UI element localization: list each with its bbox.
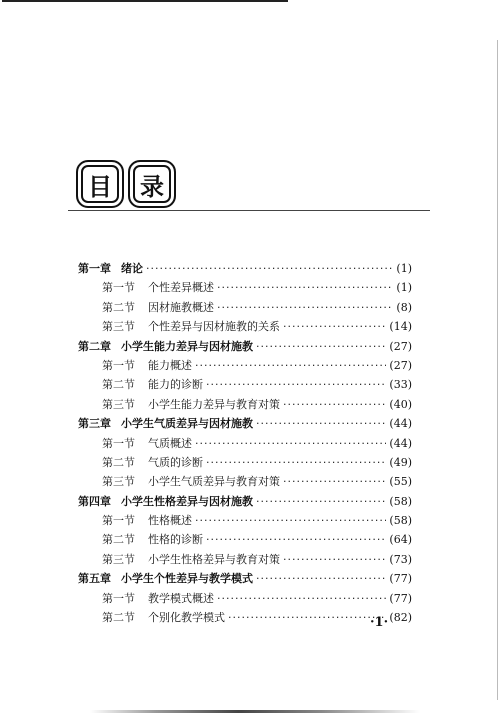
toc-section-row <box>78 454 412 473</box>
chapter-title: 小学生个性差异与教学模式 <box>121 572 253 586</box>
section-title: 能力概述 <box>148 358 192 372</box>
leader-dots <box>195 359 386 372</box>
toc-page-number: (73) <box>389 552 412 566</box>
leader-dots <box>256 340 386 353</box>
toc-page-number: (8) <box>396 300 412 314</box>
toc-section-row <box>78 590 412 609</box>
section-title: 气质的诊断 <box>148 455 203 469</box>
leader-dots <box>146 262 393 275</box>
toc-section-row <box>78 551 412 570</box>
toc-section-row <box>78 299 412 318</box>
page-edge <box>497 40 498 700</box>
toc-page-number: (14) <box>389 320 412 334</box>
section-number: 第二节 <box>102 611 135 625</box>
table-of-contents <box>78 260 412 628</box>
toc-page-number: (58) <box>389 514 412 528</box>
chapter-title: 绪论 <box>121 262 143 275</box>
leader-dots <box>283 320 386 333</box>
toc-page-number: (77) <box>389 572 412 586</box>
section-number: 第三节 <box>102 320 135 334</box>
title-divider <box>68 210 430 211</box>
leader-dots <box>206 378 386 391</box>
chapter-number: 第一章 <box>78 262 111 275</box>
toc-chapter-row <box>78 415 412 434</box>
section-number: 第三节 <box>102 475 135 489</box>
toc-section-row <box>78 473 412 492</box>
section-title: 性格概述 <box>148 514 192 528</box>
toc-section-row <box>78 531 412 550</box>
leader-dots <box>283 553 386 566</box>
toc-chapter-row <box>78 493 412 512</box>
section-title: 气质概述 <box>148 436 192 450</box>
section-title: 性格的诊断 <box>148 533 203 547</box>
toc-section-row <box>78 279 412 298</box>
toc-page-number: (1) <box>396 281 412 295</box>
toc-section-row <box>78 396 412 415</box>
toc-page-number: (58) <box>389 494 412 508</box>
section-number: 第二节 <box>102 533 135 547</box>
leader-dots <box>256 417 386 430</box>
scan-smudge <box>90 710 420 713</box>
leader-dots <box>217 592 386 605</box>
chapter-number: 第二章 <box>78 339 111 353</box>
leader-dots <box>283 398 386 411</box>
leader-dots <box>217 301 393 314</box>
section-number: 第三节 <box>102 552 135 566</box>
toc-section-row <box>78 376 412 395</box>
section-title: 个别化教学模式 <box>148 611 225 625</box>
section-number: 第一节 <box>102 281 135 295</box>
section-title: 个性差异与因材施教的关系 <box>148 320 280 334</box>
section-number: 第一节 <box>102 358 135 372</box>
page-number: ·1· <box>370 615 389 630</box>
title-char-box: 录 <box>128 160 176 208</box>
chapter-number: 第四章 <box>78 494 111 508</box>
chapter-number: 第五章 <box>78 572 111 586</box>
leader-dots <box>195 437 386 450</box>
leader-dots <box>206 456 386 469</box>
toc-chapter-row <box>78 570 412 589</box>
leader-dots <box>256 572 386 585</box>
section-number: 第二节 <box>102 378 135 392</box>
section-number: 第二节 <box>102 300 135 314</box>
section-number: 第一节 <box>102 591 135 605</box>
chapter-title: 小学生性格差异与因材施教 <box>121 494 253 508</box>
toc-chapter-row <box>78 338 412 357</box>
toc-page-number: (27) <box>389 358 412 372</box>
toc-section-row <box>78 318 412 337</box>
section-number: 第一节 <box>102 436 135 450</box>
toc-page-number: (44) <box>389 436 412 450</box>
toc-page-number: (82) <box>389 611 412 625</box>
title-char-box: 目 <box>76 160 124 208</box>
toc-page-number: (49) <box>389 455 412 469</box>
section-number: 第一节 <box>102 514 135 528</box>
toc-section-row <box>78 435 412 454</box>
toc-page-number: (33) <box>389 378 412 392</box>
toc-section-row <box>78 512 412 531</box>
section-title: 小学生性格差异与教育对策 <box>148 552 280 566</box>
toc-page-number: (64) <box>389 533 412 547</box>
section-title: 小学生能力差异与教育对策 <box>148 397 280 411</box>
toc-page-number: (44) <box>389 417 412 431</box>
chapter-number: 第三章 <box>78 417 111 431</box>
leader-dots <box>206 533 386 546</box>
section-title: 因材施教概述 <box>148 300 214 314</box>
section-number: 第三节 <box>102 397 135 411</box>
section-title: 教学模式概述 <box>148 591 214 605</box>
chapter-title: 小学生气质差异与因材施教 <box>121 417 253 431</box>
toc-section-row <box>78 357 412 376</box>
leader-dots <box>283 475 386 488</box>
top-rule <box>2 0 288 2</box>
section-title: 小学生气质差异与教育对策 <box>148 475 280 489</box>
toc-page-number: (27) <box>389 339 412 353</box>
toc-page-number: (40) <box>389 397 412 411</box>
toc-page-number: (1) <box>396 262 412 275</box>
leader-dots <box>256 495 386 508</box>
leader-dots <box>195 514 386 527</box>
toc-page-number: (55) <box>389 475 412 489</box>
section-title: 能力的诊断 <box>148 378 203 392</box>
chapter-title: 小学生能力差异与因材施教 <box>121 339 253 353</box>
leader-dots <box>217 281 393 294</box>
page-title <box>76 160 176 208</box>
toc-section-row <box>78 609 412 628</box>
toc-chapter-row <box>78 260 412 279</box>
toc-page-number: (77) <box>389 591 412 605</box>
section-number: 第二节 <box>102 455 135 469</box>
leader-dots <box>228 611 386 624</box>
section-title: 个性差异概述 <box>148 281 214 295</box>
